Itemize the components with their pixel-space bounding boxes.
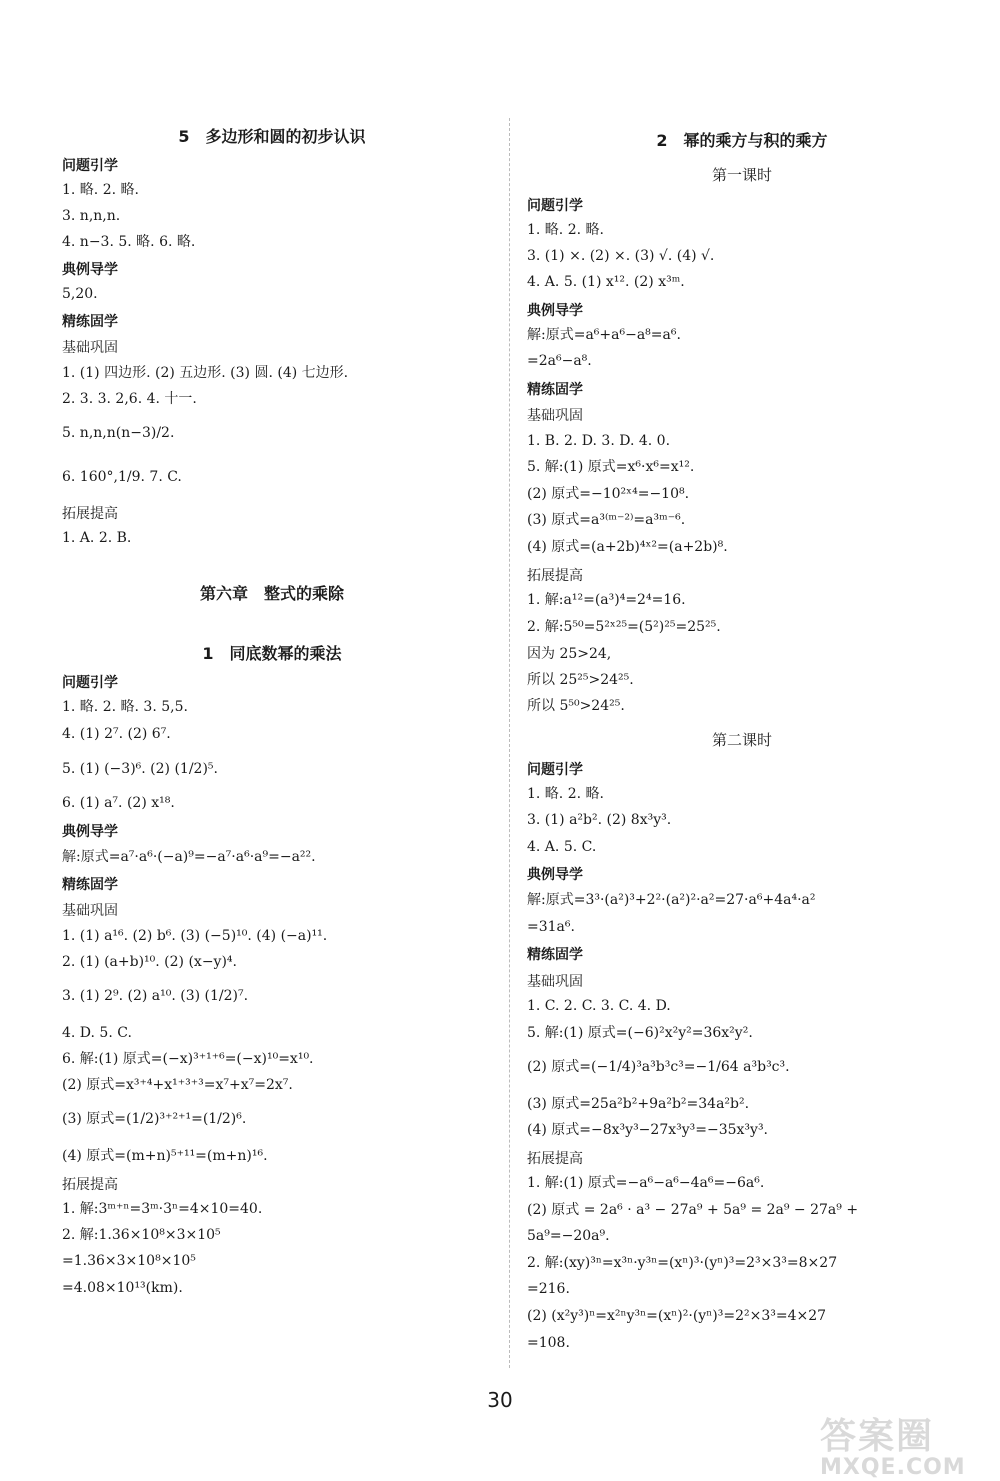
watermark-text: 答案圈 [820,1416,935,1457]
answer-line: 6. (1) a⁷. (2) x¹⁸. [62,795,175,811]
subpart-label: 拓展提高 [62,506,118,522]
column-divider [509,118,510,1368]
answer-line: 6. 解:(1) 原式=(−x)³⁺¹⁺⁶=(−x)¹⁰=x¹⁰. [62,1051,314,1067]
answer-line: 3. n,n,n. [62,208,121,224]
subpart-label: 基础巩固 [527,408,583,424]
answer-line: (3) 原式=(1/2)³⁺²⁺¹=(1/2)⁶. [62,1111,247,1127]
part-label: 精练固学 [527,947,583,963]
answer-line: (4) 原式=(a+2b)⁴ˣ²=(a+2b)⁸. [527,539,728,555]
answer-line: 3. (1) 2⁹. (2) a¹⁰. (3) (1/2)⁷. [62,988,249,1004]
part-label: 问题引学 [527,198,583,214]
answer-line: 4. D. 5. C. [62,1025,132,1041]
part-label: 典例导学 [62,824,118,840]
section-heading: 1 同底数幂的乘法 [202,644,342,663]
answer-line: 4. A. 5. C. [527,839,597,855]
answer-line: (3) 原式=25a²b²+9a²b²=34a²b². [527,1096,750,1112]
subpart-label: 拓展提高 [527,1151,583,1167]
part-label: 问题引学 [527,762,583,778]
answer-line: (2) (x²y³)ⁿ=x²ⁿy³ⁿ=(xⁿ)²·(yⁿ)³=2²×3³=4×27 [527,1308,827,1324]
answer-line: 1. 解:a¹²=(a³)⁴=2⁴=16. [527,592,686,608]
answer-line: 因为 25>24, [527,646,612,662]
answer-line: (3) 原式=a³⁽ᵐ⁻²⁾=a³ᵐ⁻⁶. [527,512,686,528]
answer-line: 5. 解:(1) 原式=(−6)²x²y²=36x²y². [527,1025,753,1041]
answer-line: 1. (1) a¹⁶. (2) b⁶. (3) (−5)¹⁰. (4) (−a)¹¹. [62,928,328,944]
subpart-label: 拓展提高 [62,1177,118,1193]
answer-line: 2. (1) (a+b)¹⁰. (2) (x−y)⁴. [62,954,237,970]
answer-line: 1. (1) 四边形. (2) 五边形. (3) 圆. (4) 七边形. [62,365,349,381]
part-label: 典例导学 [527,867,583,883]
section-heading: 2 幂的乘方与积的乘方 [656,131,828,150]
subpart-label: 拓展提高 [527,568,583,584]
answer-line: 2. 解:(xy)³ⁿ=x³ⁿ·y³ⁿ=(xⁿ)³·(yⁿ)³=2³×3³=8×27 [527,1255,838,1271]
answer-line: 所以 5⁵⁰>24²⁵. [527,698,625,714]
answer-line: 1. 略. 2. 略. [527,222,604,238]
answer-line: 3. (1) a²b². (2) 8x³y³. [527,812,672,828]
answer-line: (4) 原式=(m+n)⁵⁺¹¹=(m+n)¹⁶. [62,1148,268,1164]
answer-line: =4.08×10¹³(km). [62,1280,183,1296]
answer-line: =31a⁶. [527,919,575,935]
part-label: 精练固学 [527,382,583,398]
answer-line: 1. 解:(1) 原式=−a⁶−a⁶−4a⁶=−6a⁶. [527,1175,765,1191]
section-heading: 5 多边形和圆的初步认识 [178,127,366,146]
subpart-label: 基础巩固 [62,340,118,356]
answer-line: 解:原式=3³·(a²)³+2²·(a²)²·a²=27·a⁶+4a⁴·a² [527,892,816,908]
answer-line: (2) 原式=−10²ˣ⁴=−10⁸. [527,486,690,502]
answer-line: 1. A. 2. B. [62,530,132,546]
answer-line: 解:原式=a⁶+a⁶−a⁸=a⁶. [527,327,681,343]
answer-line: =108. [527,1335,570,1351]
answer-line: (2) 原式=(−1/4)³a³b³c³=−1/64 a³b³c³. [527,1059,790,1075]
answer-line: =1.36×3×10⁸×10⁵ [62,1253,196,1269]
answer-line: 1. 略. 2. 略. 3. 5,5. [62,699,188,715]
answer-line: 2. 解:5⁵⁰=5²ˣ²⁵=(5²)²⁵=25²⁵. [527,619,721,635]
section-heading: 第六章 整式的乘除 [199,584,344,603]
answer-line: 1. 略. 2. 略. [527,786,604,802]
part-label: 问题引学 [62,158,118,174]
part-label: 典例导学 [62,262,118,278]
answer-line: 5,20. [62,286,98,302]
subpart-label: 基础巩固 [62,903,118,919]
page-number: 30 [487,1388,513,1412]
answer-line: (4) 原式=−8x³y³−27x³y³=−35x³y³. [527,1122,769,1138]
part-label: 问题引学 [62,675,118,691]
watermark-logo [820,1408,990,1480]
answer-line: 6. 160°,1/9. 7. C. [62,469,182,485]
answer-line: =2a⁶−a⁸. [527,353,592,369]
answer-line: 1. 略. 2. 略. [62,182,139,198]
part-label: 精练固学 [62,314,118,330]
answer-line: 5a⁹=−20a⁹. [527,1228,610,1244]
answer-line: 5. (1) (−3)⁶. (2) (1/2)⁵. [62,761,218,777]
answer-line: 1. C. 2. C. 3. C. 4. D. [527,998,671,1014]
answer-line: 1. 解:3ᵐ⁺ⁿ=3ᵐ·3ⁿ=4×10=40. [62,1201,263,1217]
answer-line: 2. 3. 3. 2,6. 4. 十一. [62,391,197,407]
answer-line: 4. (1) 2⁷. (2) 6⁷. [62,726,171,742]
watermark-url: MXQE.COM [820,1455,966,1480]
lesson-heading: 第一课时 [711,166,772,184]
lesson-heading: 第二课时 [711,731,772,749]
answer-line: 4. A. 5. (1) x¹². (2) x³ᵐ. [527,274,685,290]
part-label: 精练固学 [62,877,118,893]
part-label: 典例导学 [527,303,583,319]
answer-line: 5. n,n,n(n−3)/2. [62,425,175,441]
answer-line: 解:原式=a⁷·a⁶·(−a)⁹=−a⁷·a⁶·a⁹=−a²². [62,849,316,865]
answer-line: 所以 25²⁵>24²⁵. [527,672,634,688]
answer-line: 3. (1) ×. (2) ×. (3) √. (4) √. [527,248,715,264]
answer-line: 4. n−3. 5. 略. 6. 略. [62,234,196,250]
answer-line: 1. B. 2. D. 3. D. 4. 0. [527,433,671,449]
answer-line: =216. [527,1281,570,1297]
answer-line: 2. 解:1.36×10⁸×3×10⁵ [62,1227,221,1243]
subpart-label: 基础巩固 [527,974,583,990]
answer-line: (2) 原式=x³⁺⁴+x¹⁺³⁺³=x⁷+x⁷=2x⁷. [62,1077,293,1093]
answer-line: (2) 原式 = 2a⁶ · a³ − 27a⁹ + 5a⁹ = 2a⁹ − 27a⁹ + [527,1202,859,1218]
answer-line: 5. 解:(1) 原式=x⁶·x⁶=x¹². [527,459,695,475]
